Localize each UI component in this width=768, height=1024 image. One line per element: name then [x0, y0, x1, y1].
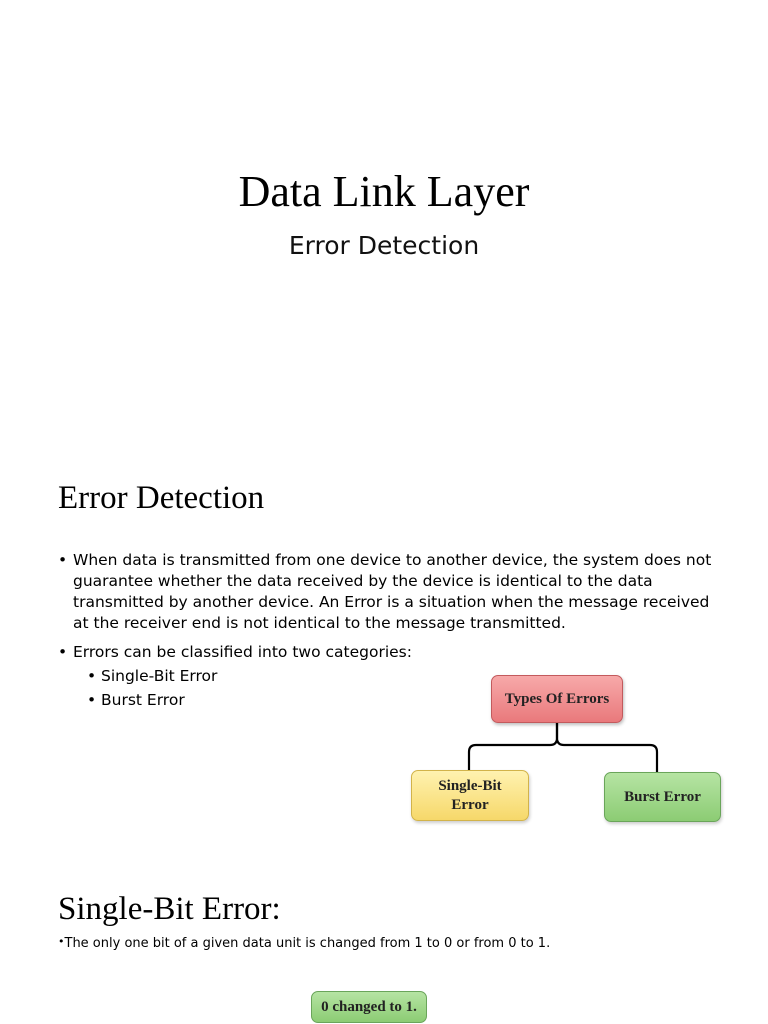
single-bit-error-box: Single-Bit Error	[411, 770, 529, 821]
bullet-marker: •	[58, 935, 65, 948]
sub-bullet-item: • Single-Bit Error	[87, 666, 726, 687]
single-bit-description-text: The only one bit of a given data unit is changed from 1 to 0 or from 0 to 1.	[64, 936, 551, 951]
error-types-diagram	[400, 668, 730, 833]
connector-right	[557, 723, 657, 772]
slide-subtitle: Error Detection	[288, 231, 480, 260]
burst-error-box: Burst Error	[604, 772, 721, 822]
changed-bit-box: 0 changed to 1.	[311, 991, 427, 1023]
section-heading-single-bit-error: Single-Bit Error:	[58, 891, 281, 927]
bullet-text: Errors can be classified into two categories:	[73, 643, 412, 661]
single-bit-description	[58, 933, 550, 953]
slide-title: Data Link Layer	[238, 167, 530, 216]
section-heading-error-detection: Error Detection	[58, 480, 265, 516]
bullet-item: • When data is transmitted from one device to another device, the system does not guarantee whether the data received by the device is identical to the data transmitted by another device. An Error is a situation when the message received at the receiver end is not identical to the message transmitted.	[58, 550, 726, 634]
types-of-errors-box: Types Of Errors	[491, 675, 623, 723]
sub-bullet-item: • Burst Error	[87, 690, 726, 711]
connector-left	[469, 723, 557, 770]
